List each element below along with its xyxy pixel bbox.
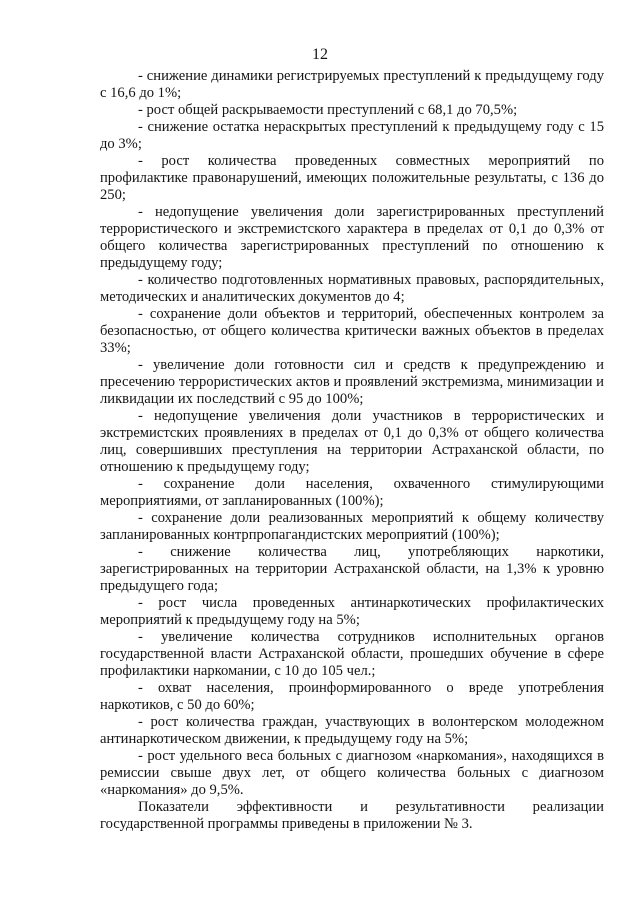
paragraph-13: - рост числа проведенных антинаркотических профилактических мероприятий к предыдущему году на 5%; [100,595,604,628]
paragraph-14: - увеличение количества сотрудников исполнительных органов государственной власти Астраханской области, прошедших обучение в сфере профилактики наркомании, с 10 до 105 чел.; [100,629,604,679]
document-body [100,68,604,833]
paragraph-1: - снижение динамики регистрируемых преступлений к предыдущему году с 16,6 до 1%; [100,68,604,101]
paragraph-11: - сохранение доли реализованных мероприятий к общему количеству запланированных контрпропагандистских мероприятий (100%); [100,510,604,543]
paragraph-5: - недопущение увеличения доли зарегистрированных преступлений террористического и экстремистского характера в пределах от 0,1 до 0,3% от общего количества зарегистрированных преступлений по отношению к предыдущему году; [100,204,604,271]
paragraph-2: - рост общей раскрываемости преступлений с 68,1 до 70,5%; [138,102,518,118]
paragraph-17: - рост удельного веса больных с диагнозом «наркомания», находящихся в ремиссии свыше двух лет, от общего количества больных с диагнозом «наркомания» до 9,5%. [100,748,604,798]
paragraph-8: - увеличение доли готовности сил и средств к предупреждению и пресечению террористических актов и проявлений экстремизма, минимизации и ликвидации их последствий с 95 до 100%; [100,357,604,407]
paragraph-7: - сохранение доли объектов и территорий, обеспеченных контролем за безопасностью, от общего количества критически важных объектов в пределах 33%; [100,306,604,356]
paragraph-4: - рост количества проведенных совместных мероприятий по профилактике правонарушений, имеющих положительные результаты, с 136 до 250; [100,153,604,203]
paragraph-18: Показатели эффективности и результативности реализации государственной программы приведены в приложении № 3. [100,799,604,832]
paragraph-9: - недопущение увеличения доли участников в террористических и экстремистских проявлениях в пределах от 0,1 до 0,3% от общего количества лиц, совершивших преступления на территории Астраханской области, по отношению к предыдущему году; [100,408,604,475]
paragraph-6: - количество подготовленных нормативных правовых, распорядительных, методических и аналитических документов до 4; [100,272,604,305]
page-number: 12 [312,46,328,63]
paragraph-10: - сохранение доли населения, охваченного стимулирующими мероприятиями, от запланированных (100%); [100,476,604,509]
paragraph-16: - рост количества граждан, участвующих в волонтерском молодежном антинаркотическом движении, к предыдущему году на 5%; [100,714,604,747]
paragraph-15: - охват населения, проинформированного о вреде употребления наркотиков, с 50 до 60%; [100,680,604,713]
paragraph-3: - снижение остатка нераскрытых преступлений к предыдущему году с 15 до 3%; [100,119,604,152]
paragraph-12: - снижение количества лиц, употребляющих наркотики, зарегистрированных на территории Астраханской области, на 1,3% к уровню предыдущего года; [100,544,604,594]
